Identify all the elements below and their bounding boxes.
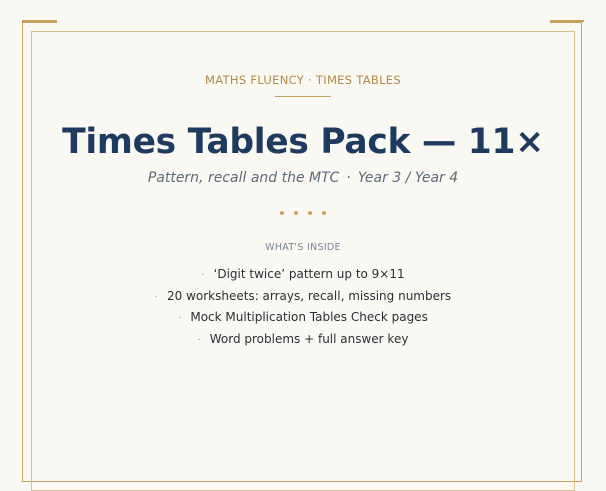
frame-corner-right xyxy=(550,20,584,22)
list-item xyxy=(0,286,606,308)
list-item-text: Mock Multiplication Tables Check pages xyxy=(190,310,428,324)
inner-frame-border xyxy=(31,31,575,491)
contents-list xyxy=(0,264,606,350)
bullet-icon: · xyxy=(178,313,182,324)
frame-corner-left xyxy=(22,20,57,22)
subtitle-description: Pattern, recall and the MTC xyxy=(147,170,340,186)
list-item-text: 20 worksheets: arrays, recall, missing numbers xyxy=(166,288,452,303)
ornament-dot xyxy=(294,211,298,215)
list-item-text: Word problems + full answer key xyxy=(209,331,409,346)
subtitle xyxy=(0,170,606,186)
list-item xyxy=(0,264,606,286)
ornament-dots xyxy=(280,211,326,217)
list-item-text: ‘Digit twice’ pattern up to 9×11 xyxy=(213,267,405,281)
eyebrow-divider xyxy=(275,96,331,97)
bullet-icon: · xyxy=(201,270,205,281)
list-item xyxy=(0,307,606,329)
section-label: WHAT'S INSIDE xyxy=(265,242,341,253)
bullet-icon: · xyxy=(197,334,201,346)
ornament-dot xyxy=(280,211,284,215)
eyebrow-label: MATHS FLUENCY · TIMES TABLES xyxy=(205,73,401,87)
subtitle-years: Year 3 / Year 4 xyxy=(357,170,459,186)
list-item xyxy=(0,329,606,351)
frame-top-gap xyxy=(57,20,550,25)
subtitle-separator: · xyxy=(346,170,351,186)
page-title: Times Tables Pack — 11× xyxy=(62,122,544,162)
bullet-icon: · xyxy=(154,291,158,303)
ornament-dot xyxy=(322,211,326,215)
ornament-dot xyxy=(308,211,312,215)
